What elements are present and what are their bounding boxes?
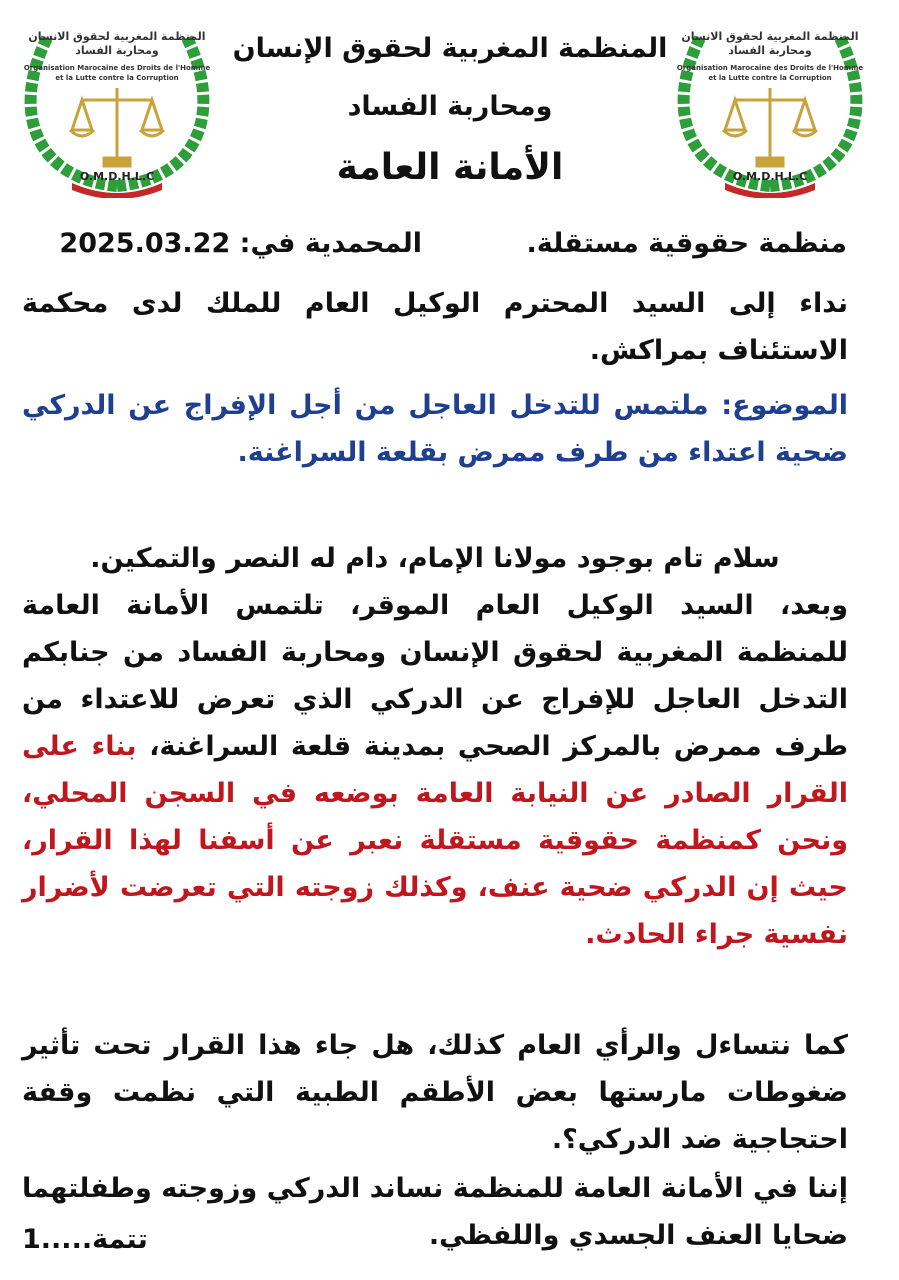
subject-line: الموضوع: ملتمس للتدخل العاجل من أجل الإفراج عن الدركي ضحية اعتداء من طرف ممرض بقلعة السراغنة. [22,390,848,468]
scales-of-justice-icon [70,88,164,166]
date-line [22,228,422,259]
greeting: سلام تام بوجود مولانا الإمام، دام له النصر والتمكين. [90,543,780,574]
org-name-line2: ومحاربة الفساد [347,91,553,122]
logo-french-name-2: et la Lutte contre la Corruption [708,74,832,82]
department-title: الأمانة العامة [336,147,564,188]
letterhead [230,20,670,200]
logo-french-name-2: et la Lutte contre la Corruption [55,74,179,82]
letter-date: 2025.03.22 [59,228,231,259]
body-paragraph-1 [22,582,848,958]
logo-arabic-name-2: ومحاربة الفساد [75,44,159,57]
org-name-line1: المنظمة المغربية لحقوق الإنسان [232,33,668,64]
logo-acronym: O.M.D.H.L.C [79,170,155,183]
org-logo-left [12,18,222,198]
continued-marker: تتمة.....1 [22,1224,148,1255]
logo-french-name-1: Organisation Marocaine des Droits de l'Homme [23,64,211,72]
org-type: منظمة حقوقية مستقلة. [526,228,847,259]
logo-arabic-name-2: ومحاربة الفساد [728,44,812,57]
addressee: نداء إلى السيد المحترم الوكيل العام للملك لدى محكمة الاستئناف بمراكش. [22,288,848,366]
body-paragraph-3: إننا في الأمانة العامة للمنظمة نساند الدركي وزوجته وطفلتهما ضحايا العنف الجسدي واللفظي. [22,1173,848,1251]
logo-acronym: O.M.D.H.L.C [732,170,808,183]
logo-arabic-name-1: المنظمة المغربية لحقوق الانسان [28,30,206,43]
logo-french-name-1: Organisation Marocaine des Droits de l'Homme [676,64,864,72]
logo-arabic-name-1: المنظمة المغربية لحقوق الانسان [681,30,859,43]
place-label: المحمدية في: [239,228,422,259]
org-logo-right [665,18,875,198]
scales-of-justice-icon [723,88,817,166]
body-paragraph-1-text: وبعد، السيد الوكيل العام الموقر، تلتمس الأمانة العامة للمنظمة المغربية لحقوق الإنسان ومحاربة الفساد من جنابكم التدخل العاجل للإفراج عن الدركي الذي تعرض للاعتداء من طرف ممرض بالمركز الصحي بمدينة قلعة السراغنة، [22,590,848,762]
body-paragraph-1-highlight: بناء على القرار الصادر عن النيابة العامة بوضعه في السجن المحلي، ونحن كمنظمة حقوقية مستقلة نعبر عن أسفنا لهذا القرار، حيث إن الدركي ضحية عنف، وكذلك زوجته التي تعرضت لأضرار نفسية جراء الحادث. [22,731,848,950]
body-paragraph-2: كما نتساءل والرأي العام كذلك، هل جاء هذا القرار تحت تأثير ضغوطات مارستها بعض الأطقم الطبية التي نظمت وقفة احتجاجية ضد الدركي؟. [22,1030,848,1155]
